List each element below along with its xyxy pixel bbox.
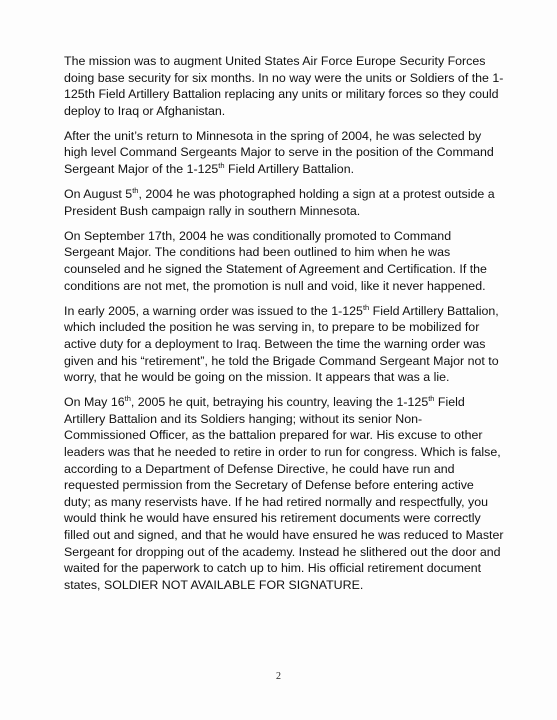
ordinal-superscript: th [362, 302, 370, 312]
paragraph-5 [64, 303, 504, 386]
paragraph-text: , 2004 he was photographed holding a sign at a protest outside a President Bush campaign rally in southern Minnesota. [64, 187, 495, 218]
paragraph-text: , 2005 he quit, betraying his country, leaving the 1-125 [130, 395, 429, 410]
paragraph-6 [64, 394, 504, 593]
paragraph-text: On August 5 [64, 187, 133, 202]
ordinal-superscript: th [218, 160, 225, 170]
paragraph-text: The mission was to augment United States Air Force Europe Security Forces doing base security for six months. In no way were the units or Soldiers of the 1-125th Field Artillery Battalion replacing any units or military forces so they could deploy to Iraq or Afghanistan. [64, 54, 504, 118]
paragraph-text: Field Artillery Battalion. [224, 162, 355, 177]
paragraph-1 [64, 53, 504, 119]
paragraph-2 [64, 128, 504, 178]
paragraph-3 [64, 186, 504, 219]
ordinal-superscript: th [124, 394, 131, 404]
paragraph-text: Field Artillery Battalion and its Soldiers hanging; without its senior Non-Commissioned Officer, as the battalion prepared for war. His excuse to other leaders was that he needed to retire in order to run for congress. Which is false, according to a Department of Defense Directive, he could have run and requested permission from the Secretary of Defense before entering active duty; as many reservists have. If he had retired normally and respectfully, you would think he would have ensured his retirement documents were correctly filled out and signed, and that he would have ensured he was reduced to Master Sergeant for dropping out of the academy. Instead he slithered out the door and waited for the paperwork to catch up to him. His official retirement document states, SOLDIER NOT AVAILABLE FOR SIGNATURE. [64, 395, 504, 592]
ordinal-superscript: th [428, 394, 435, 404]
document-body [64, 53, 504, 602]
paragraph-text: After the unit’s return to Minnesota in the spring of 2004, he was selected by high level Command Sergeants Major to serve in the position of the Command Sergeant Major of the 1-125 [64, 128, 494, 177]
paragraph-4 [64, 228, 504, 294]
paragraph-text: On May 16 [64, 395, 125, 410]
ordinal-superscript: th [132, 186, 139, 196]
page-number: 2 [276, 671, 281, 682]
paragraph-text: On September 17th, 2004 he was conditionally promoted to Command Sergeant Major. The conditions had been outlined to him when he was counseled and he signed the Statement of Agreement and Certification. If the conditions are not met, the promotion is null and void, like it never happened. [64, 228, 487, 293]
paragraph-text: In early 2005, a warning order was issued to the 1-125 [64, 303, 363, 318]
paragraph-text: Field Artillery Battalion, which included the position he was serving in, to prepare to be mobilized for active duty for a deployment to Iraq. Between the time the warning order was given and his “retirement”, he told the Brigade Command Sergeant Major not to worry, that he would be going on the mission. It appears that was a lie. [64, 303, 499, 385]
